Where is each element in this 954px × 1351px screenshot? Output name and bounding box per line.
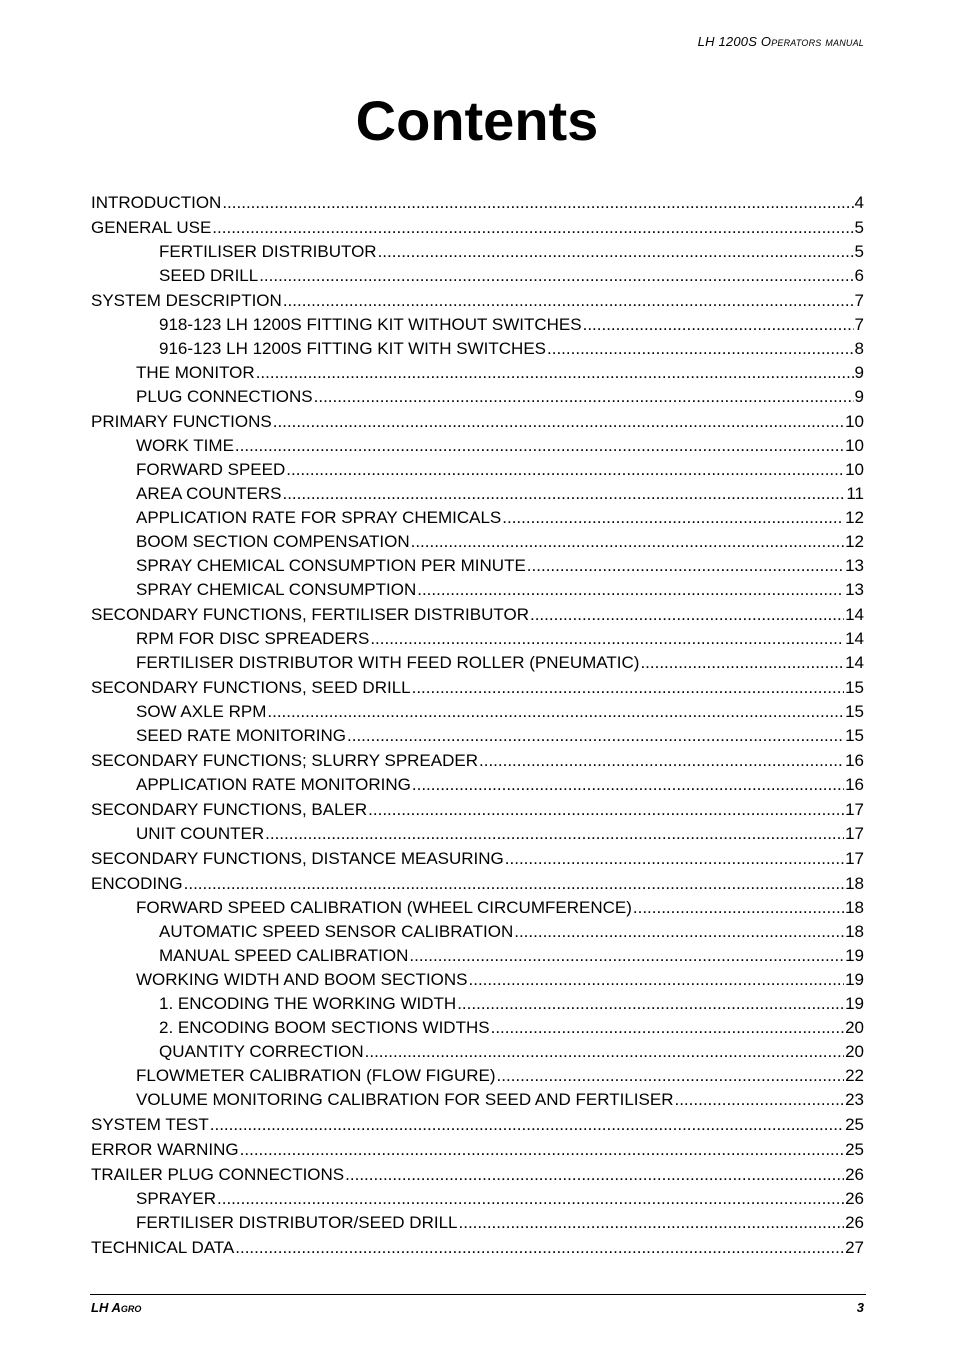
toc-entry-label: SEED RATE MONITORING: [136, 726, 347, 745]
toc-entry-label: PLUG CONNECTIONS: [136, 387, 313, 406]
toc-entry[interactable]: [91, 434, 864, 458]
toc-entry-page: 17: [845, 849, 864, 868]
toc-entry-label: MANUAL SPEED CALIBRATION: [159, 946, 409, 965]
footer-company: [91, 1300, 141, 1315]
toc-entry-label: 918-123 LH 1200S FITTING KIT WITHOUT SWITCHES: [159, 315, 582, 334]
toc-entry[interactable]: [91, 798, 864, 822]
toc-entry-label: SPRAY CHEMICAL CONSUMPTION PER MINUTE: [136, 556, 526, 575]
toc-entry[interactable]: [91, 627, 864, 651]
toc-entry-label: SECONDARY FUNCTIONS, DISTANCE MEASURING: [91, 849, 504, 868]
toc-entry-page: 20: [845, 1042, 864, 1061]
toc-entry-page: 10: [845, 460, 864, 479]
toc-entry-label: SECONDARY FUNCTIONS, FERTILISER DISTRIBUTOR: [91, 605, 529, 624]
toc-entry[interactable]: [91, 1163, 864, 1187]
toc-entry[interactable]: [91, 847, 864, 871]
toc-leader-dots: [217, 1187, 844, 1211]
toc-entry-page: 7: [854, 315, 864, 334]
manual-title: LH 1200S Operators manual: [697, 34, 864, 49]
toc-entry[interactable]: [91, 872, 864, 896]
toc-entry-label: GENERAL USE: [91, 218, 212, 237]
toc-entry-page: 16: [845, 751, 864, 770]
toc-entry[interactable]: [91, 749, 864, 773]
toc-entry[interactable]: [91, 337, 864, 361]
toc-entry-label: SECONDARY FUNCTIONS, BALER: [91, 800, 368, 819]
toc-entry-label: SPRAY CHEMICAL CONSUMPTION: [136, 580, 417, 599]
toc-leader-dots: [273, 410, 844, 434]
toc-leader-dots: [210, 1113, 844, 1137]
toc-leader-dots: [265, 822, 844, 846]
toc-entry-page: 12: [845, 532, 864, 551]
toc-entry[interactable]: [91, 944, 864, 968]
toc-entry-page: 7: [854, 291, 864, 310]
toc-entry[interactable]: [91, 289, 864, 313]
toc-entry-page: 13: [845, 580, 864, 599]
toc-entry-label: 916-123 LH 1200S FITTING KIT WITH SWITCHES: [159, 339, 547, 358]
toc-entry-page: 25: [845, 1115, 864, 1134]
toc-leader-dots: [267, 700, 844, 724]
toc-entry-page: 22: [845, 1066, 864, 1085]
toc-entry-page: 15: [845, 702, 864, 721]
toc-entry-page: 27: [845, 1238, 864, 1257]
toc-entry[interactable]: [91, 603, 864, 627]
toc-entry-label: WORKING WIDTH AND BOOM SECTIONS: [136, 970, 468, 989]
toc-entry[interactable]: [91, 773, 864, 797]
toc-entry-page: 14: [845, 653, 864, 672]
toc-entry[interactable]: [91, 1236, 864, 1260]
toc-leader-dots: [457, 992, 844, 1016]
toc-leader-dots: [184, 872, 844, 896]
toc-entry-label: FERTILISER DISTRIBUTOR: [159, 242, 377, 261]
toc-entry[interactable]: [91, 1187, 864, 1211]
toc-entry-label: BOOM SECTION COMPENSATION: [136, 532, 410, 551]
toc-leader-dots: [491, 1016, 844, 1040]
toc-entry[interactable]: [91, 1040, 864, 1064]
toc-entry-label: SEED DRILL: [159, 266, 259, 285]
toc-entry-page: 20: [845, 1018, 864, 1037]
toc-leader-dots: [212, 216, 853, 240]
toc-entry-label: FERTILISER DISTRIBUTOR WITH FEED ROLLER (PNEUMATIC): [136, 653, 640, 672]
toc-entry[interactable]: [91, 1064, 864, 1088]
toc-entry-label: TRAILER PLUG CONNECTIONS: [91, 1165, 345, 1184]
toc-leader-dots: [459, 1211, 845, 1235]
toc-entry[interactable]: [91, 1016, 864, 1040]
toc-entry-page: 13: [845, 556, 864, 575]
toc-entry-label: FORWARD SPEED CALIBRATION (WHEEL CIRCUMFERENCE): [136, 898, 632, 917]
toc-entry-page: 14: [845, 629, 864, 648]
toc-entry[interactable]: [91, 1138, 864, 1162]
toc-entry-label: QUANTITY CORRECTION: [159, 1042, 364, 1061]
toc-leader-dots: [286, 458, 844, 482]
toc-entry-label: WORK TIME: [136, 436, 234, 455]
table-of-contents: [91, 190, 864, 1260]
toc-leader-dots: [479, 749, 844, 773]
toc-entry-page: 10: [845, 412, 864, 431]
toc-entry-label: RPM FOR DISC SPREADERS: [136, 629, 370, 648]
toc-entry[interactable]: [91, 724, 864, 748]
toc-entry-page: 17: [845, 824, 864, 843]
toc-entry[interactable]: [91, 191, 864, 215]
toc-leader-dots: [583, 313, 854, 337]
toc-entry-page: 12: [845, 508, 864, 527]
toc-entry[interactable]: [91, 1088, 864, 1112]
toc-entry[interactable]: [91, 700, 864, 724]
toc-entry[interactable]: [91, 530, 864, 554]
toc-leader-dots: [378, 240, 854, 264]
toc-entry[interactable]: [91, 1211, 864, 1235]
toc-leader-dots: [365, 1040, 844, 1064]
toc-entry-label: SYSTEM DESCRIPTION: [91, 291, 282, 310]
toc-entry-page: 19: [845, 994, 864, 1013]
toc-entry[interactable]: [91, 240, 864, 264]
toc-entry[interactable]: [91, 920, 864, 944]
toc-leader-dots: [411, 530, 844, 554]
toc-entry-page: 5: [854, 242, 864, 261]
toc-entry-page: 18: [845, 874, 864, 893]
toc-entry-page: 26: [845, 1189, 864, 1208]
toc-entry[interactable]: [91, 578, 864, 602]
toc-leader-dots: [235, 1236, 844, 1260]
toc-leader-dots: [345, 1163, 844, 1187]
toc-leader-dots: [505, 847, 844, 871]
footer-page-number: 3: [856, 1300, 864, 1315]
toc-entry-label: FLOWMETER CALIBRATION (FLOW FIGURE): [136, 1066, 496, 1085]
page-title: Contents: [355, 89, 599, 152]
toc-entry-page: 10: [845, 436, 864, 455]
toc-entry[interactable]: [91, 992, 864, 1016]
toc-entry-page: 26: [845, 1165, 864, 1184]
toc-leader-dots: [412, 676, 844, 700]
toc-entry-label: SECONDARY FUNCTIONS; SLURRY SPREADER: [91, 751, 478, 770]
toc-entry-page: 26: [845, 1213, 864, 1232]
toc-leader-dots: [314, 385, 854, 409]
toc-entry[interactable]: [91, 896, 864, 920]
toc-leader-dots: [368, 798, 844, 822]
toc-entry-page: 5: [854, 218, 864, 237]
toc-entry-label: 1. ENCODING THE WORKING WIDTH: [159, 994, 457, 1013]
toc-entry-label: APPLICATION RATE FOR SPRAY CHEMICALS: [136, 508, 502, 527]
toc-entry-label: VOLUME MONITORING CALIBRATION FOR SEED AND FERTILISER: [136, 1090, 674, 1109]
toc-leader-dots: [514, 920, 844, 944]
toc-entry-label: FERTILISER DISTRIBUTOR/SEED DRILL: [136, 1213, 458, 1232]
toc-entry[interactable]: [91, 506, 864, 530]
toc-entry[interactable]: [91, 1113, 864, 1137]
toc-leader-dots: [527, 554, 844, 578]
toc-entry-page: 23: [845, 1090, 864, 1109]
toc-entry[interactable]: [91, 554, 864, 578]
toc-entry-page: 15: [845, 678, 864, 697]
toc-leader-dots: [640, 651, 844, 675]
toc-entry-page: 11: [846, 484, 864, 503]
toc-entry-page: 18: [845, 922, 864, 941]
toc-entry-page: 9: [854, 387, 864, 406]
toc-leader-dots: [409, 944, 844, 968]
toc-entry-page: 16: [845, 775, 864, 794]
toc-entry-label: TECHNICAL DATA: [91, 1238, 235, 1257]
toc-entry-page: 14: [845, 605, 864, 624]
toc-entry-page: 15: [845, 726, 864, 745]
toc-entry-label: AUTOMATIC SPEED SENSOR CALIBRATION: [159, 922, 514, 941]
toc-leader-dots: [347, 724, 844, 748]
toc-entry-label: PRIMARY FUNCTIONS: [91, 412, 272, 431]
toc-entry[interactable]: [91, 385, 864, 409]
toc-leader-dots: [497, 1064, 845, 1088]
toc-entry-label: SECONDARY FUNCTIONS, SEED DRILL: [91, 678, 411, 697]
toc-entry-label: FORWARD SPEED: [136, 460, 286, 479]
toc-leader-dots: [547, 337, 854, 361]
toc-entry[interactable]: [91, 968, 864, 992]
toc-entry[interactable]: [91, 216, 864, 240]
toc-leader-dots: [282, 482, 845, 506]
toc-entry-label: 2. ENCODING BOOM SECTIONS WIDTHS: [159, 1018, 490, 1037]
toc-entry-page: 19: [845, 946, 864, 965]
toc-entry[interactable]: [91, 458, 864, 482]
footer-company-label: LH Agro: [91, 1300, 142, 1315]
toc-entry-page: 18: [845, 898, 864, 917]
running-header: [698, 34, 864, 49]
toc-entry-label: INTRODUCTION: [91, 193, 222, 212]
toc-leader-dots: [502, 506, 844, 530]
toc-entry[interactable]: [91, 482, 864, 506]
toc-entry-page: 25: [845, 1140, 864, 1159]
toc-entry-page: 8: [854, 339, 864, 358]
toc-entry[interactable]: [91, 822, 864, 846]
toc-entry-label: ERROR WARNING: [91, 1140, 239, 1159]
toc-leader-dots: [222, 191, 853, 215]
toc-entry[interactable]: [91, 264, 864, 288]
toc-entry-label: THE MONITOR: [136, 363, 255, 382]
toc-entry[interactable]: [91, 651, 864, 675]
toc-entry-page: 17: [845, 800, 864, 819]
toc-leader-dots: [674, 1088, 844, 1112]
toc-leader-dots: [235, 434, 844, 458]
toc-entry-label: ENCODING: [91, 874, 183, 893]
toc-leader-dots: [633, 896, 844, 920]
toc-entry-page: 9: [854, 363, 864, 382]
toc-entry-page: 6: [854, 266, 864, 285]
toc-entry-label: APPLICATION RATE MONITORING: [136, 775, 411, 794]
footer-divider: [90, 1294, 866, 1295]
toc-entry-label: SOW AXLE RPM: [136, 702, 267, 721]
toc-entry[interactable]: [91, 313, 864, 337]
toc-leader-dots: [283, 289, 854, 313]
toc-entry-page: 19: [845, 970, 864, 989]
toc-entry-label: AREA COUNTERS: [136, 484, 282, 503]
toc-leader-dots: [256, 361, 854, 385]
toc-entry[interactable]: [91, 361, 864, 385]
toc-leader-dots: [412, 773, 844, 797]
toc-entry-page: 4: [854, 193, 864, 212]
toc-leader-dots: [240, 1138, 844, 1162]
toc-leader-dots: [417, 578, 844, 602]
toc-leader-dots: [530, 603, 844, 627]
toc-leader-dots: [370, 627, 844, 651]
toc-entry-label: SYSTEM TEST: [91, 1115, 209, 1134]
toc-leader-dots: [469, 968, 845, 992]
toc-entry[interactable]: [91, 410, 864, 434]
toc-entry-label: SPRAYER: [136, 1189, 216, 1208]
toc-entry-label: UNIT COUNTER: [136, 824, 265, 843]
toc-entry[interactable]: [91, 676, 864, 700]
toc-leader-dots: [259, 264, 853, 288]
